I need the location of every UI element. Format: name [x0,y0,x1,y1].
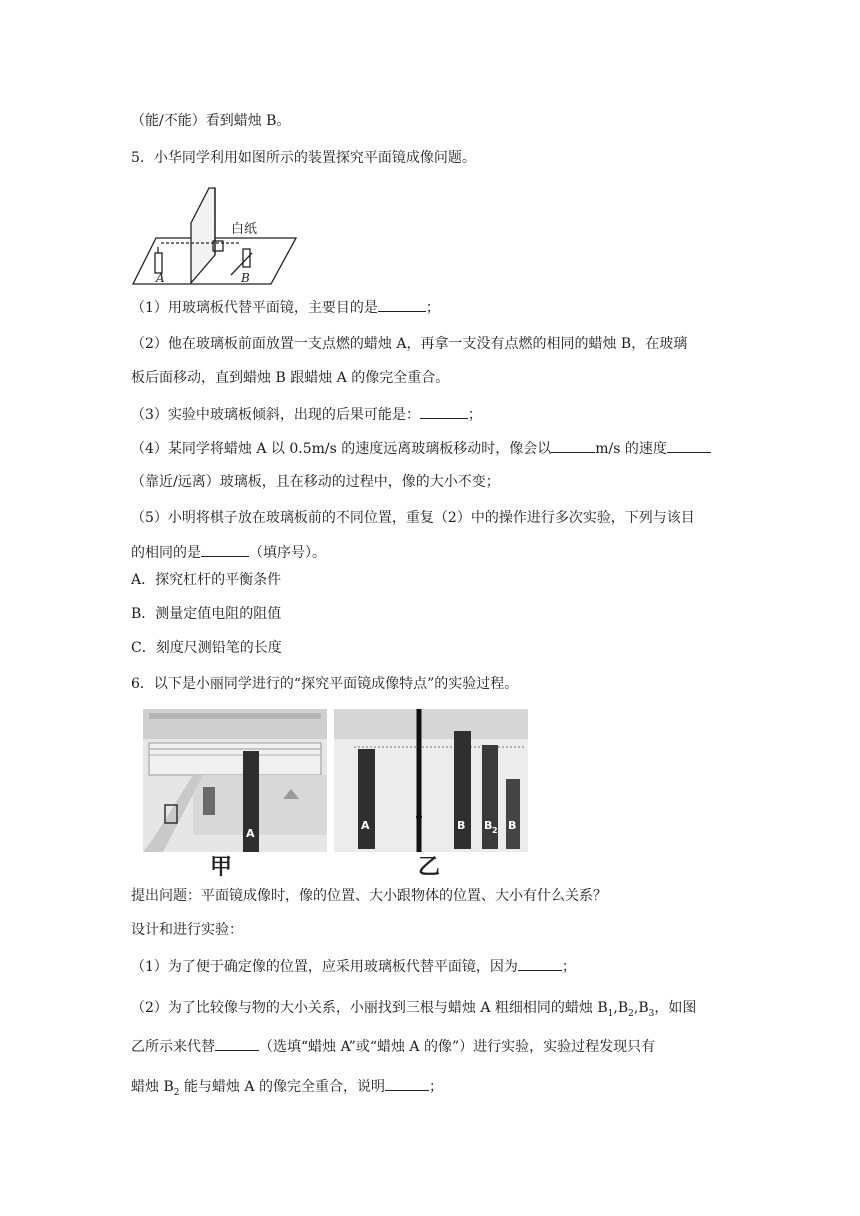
q6-design: 设计和进行实验： [131,922,243,938]
q6-photo-left [143,709,327,852]
label-paper: 白纸 [231,222,258,237]
question-6-title: 6．以下是小丽同学进行的“探究平面镜成像特点”的实验过程。 [131,676,519,692]
photo-left-label-a: A [246,827,255,840]
answer-blank[interactable] [201,542,249,557]
q6-part1-end: ； [561,959,576,975]
q6-part2-text3: （选填“蜡烛 A”或“蜡烛 A 的像”）进行实验，实验过程发现只有 [259,1039,656,1055]
photo-right-label-a: A [361,819,370,832]
q5-part1 [131,297,440,318]
option-c: C．刻度尺测铅笔的长度 [131,640,282,656]
question-5-title: 5．小华同学利用如图所示的装置探究平面镜成像问题。 [131,150,476,166]
subscript: 2 [173,1087,180,1098]
answer-blank[interactable] [551,438,595,453]
subscript: 3 [648,1008,655,1019]
option-a: A．探究杠杆的平衡条件 [131,572,282,588]
label-a: A [156,271,165,285]
photo-right-label-b1: B [457,819,466,832]
q5-part4-unit: m/s 的速度 [595,441,667,457]
q5-part5-line1: （5）小明将棋子放在玻璃板前的不同位置，重复（2）中的操作进行多次实验，下列与该目 [131,510,695,526]
photo-right-label-b2: B [484,819,493,832]
q6-part2-text4: 蜡烛 B [131,1079,174,1095]
q5-part3-end: ； [467,407,482,423]
q6-part2-text: （2）为了比较像与物的大小关系，小丽找到三根与蜡烛 A 粗细相同的蜡烛 B [131,1000,608,1016]
q5-apparatus-figure [131,183,301,288]
q6-part2-tail: ，如图 [654,1000,697,1016]
q6-part2-line2 [131,1036,655,1057]
figure-caption-right: 乙 [418,855,441,880]
figure-caption-left: 甲 [210,855,233,880]
q6-part1 [131,956,576,977]
q5-part1-end: ； [425,300,440,316]
q5-part2-line1: （2）他在玻璃板前面放置一支点燃的蜡烛 A，再拿一支没有点燃的相同的蜡烛 B，在玻璃 [131,336,688,352]
candle-a [155,253,162,273]
q5-part4-text: （4）某同学将蜡烛 A 以 0.5m/s 的速度远离玻璃板移动时，像会以 [131,441,552,457]
q6-part2-text2: 乙所示来代替 [131,1039,215,1055]
sep: ,B [613,1000,629,1016]
q6-question: 提出问题：平面镜成像时，像的位置、大小跟物体的位置、大小有什么关系？ [131,888,607,904]
glass-plate [191,188,215,283]
q5-part3-text: （3）实验中玻璃板倾斜，出现的后果可能是： [131,407,420,423]
answer-blank[interactable] [378,297,426,312]
q5-part5-end: （填序号）。 [249,545,326,561]
q5-part3 [131,404,482,425]
answer-blank[interactable] [385,1076,429,1091]
option-b: B．测量定值电阻的阻值 [131,606,282,622]
q6-part2-end: ； [428,1079,443,1095]
subscript: 1 [607,1008,614,1019]
sep: ,B [633,1000,649,1016]
q6-part2-line1 [131,998,696,1024]
text-line: （能/不能）看到蜡烛 B。 [131,113,291,129]
q6-part1-text: （1）为了便于确定像的位置，应采用玻璃板代替平面镜，因为 [131,959,518,975]
q5-part1-text: （1）用玻璃板代替平面镜，主要目的是 [131,300,378,316]
q5-part5-text: 的相同的是 [131,545,201,561]
photo-right-label-b2-sub: 2 [492,826,498,835]
q5-part4-line1 [131,438,711,459]
answer-blank[interactable] [518,956,562,971]
photo-right-label-b3: B [508,819,517,832]
q6-part2-text5: 能与蜡烛 A 的像完全重合，说明 [179,1079,385,1095]
answer-blank[interactable] [420,404,468,419]
answer-blank[interactable] [667,438,711,453]
q6-part2-line3 [131,1076,443,1103]
subscript: 2 [628,1008,634,1019]
q5-part5-line2 [131,542,326,563]
q5-part2-line2: 板后面移动，直到蜡烛 B 跟蜡烛 A 的像完全重合。 [131,370,450,386]
q5-part4-line2: （靠近/远离）玻璃板，且在移动的过程中，像的大小不变； [131,474,500,490]
answer-blank[interactable] [215,1036,259,1051]
q6-photo-right [334,709,528,852]
label-b: B [241,271,250,285]
